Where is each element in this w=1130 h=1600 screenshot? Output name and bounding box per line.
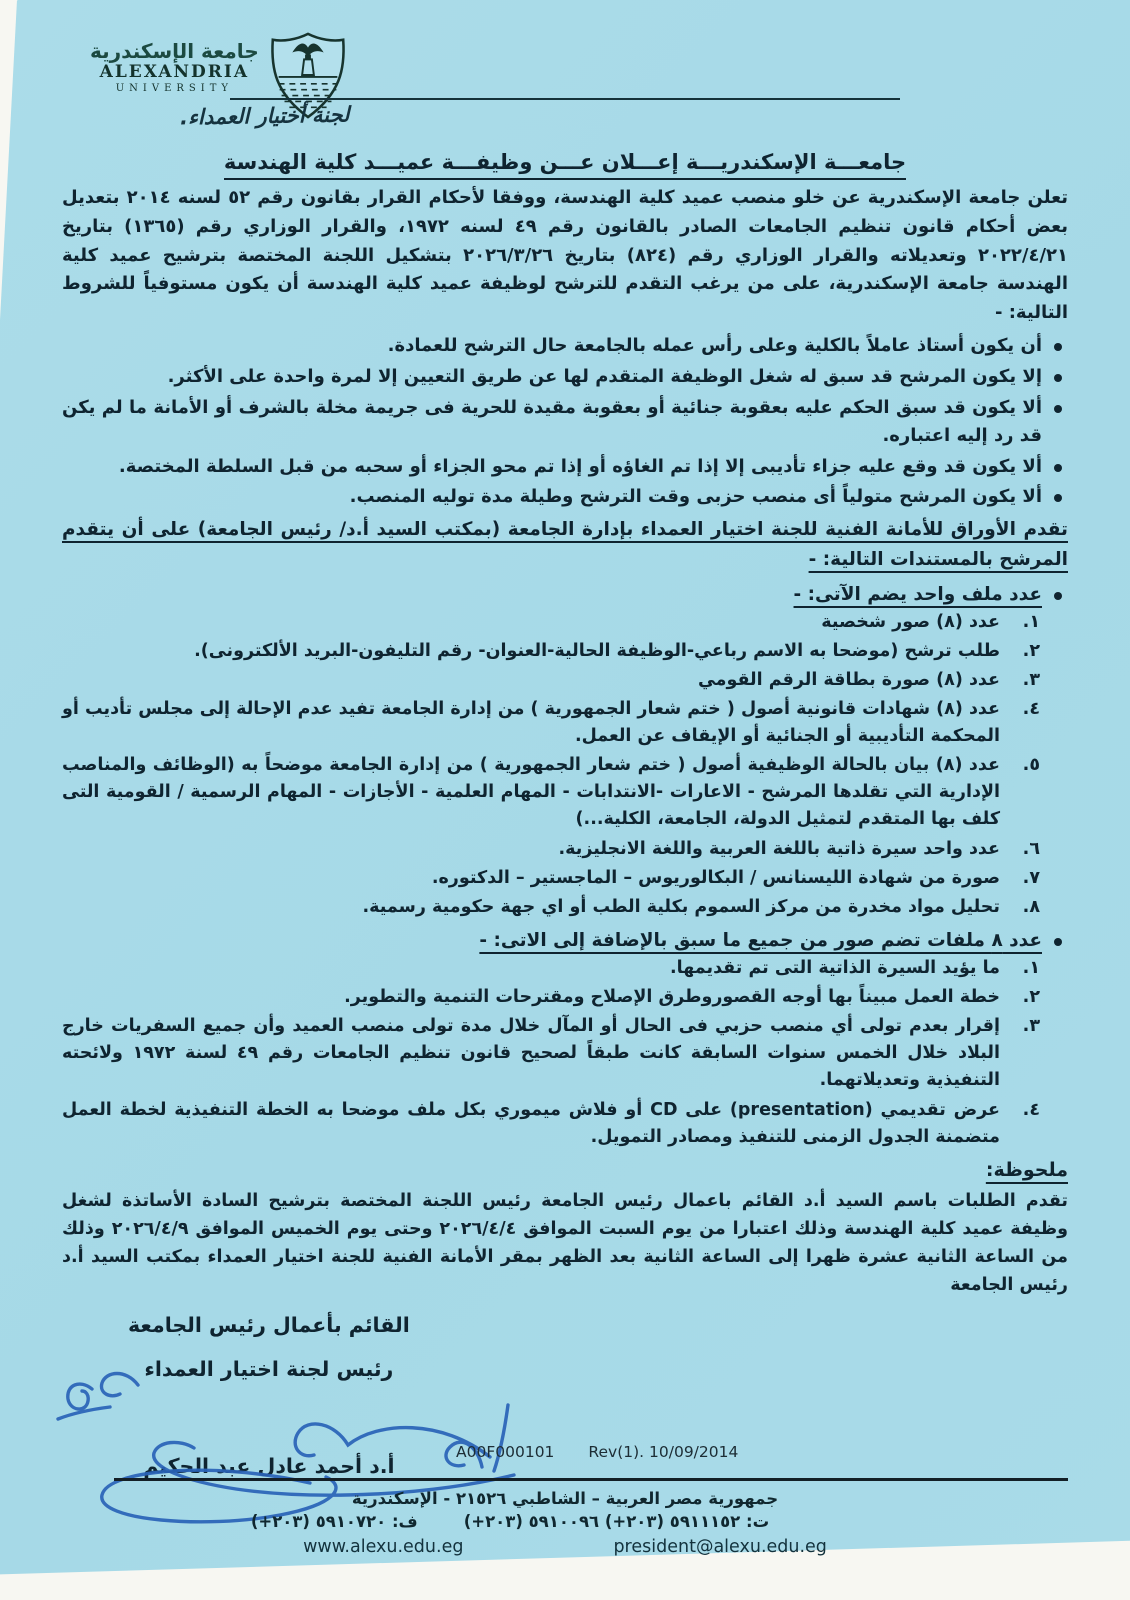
signatory-role-2: رئيس لجنة اختيار العمداء	[144, 1357, 394, 1382]
list-item: ألا يكون قد سبق الحكم عليه بعقوبة جنائية أو بعقوبة مقيدة للحرية فى جريمة مخلة بالشرف أو الأمانة ما لم يكن قد رد إليه اعتباره.	[62, 394, 1062, 450]
footer-address: جمهورية مصر العربية – الشاطبي ٢١٥٢٦ - الإسكندرية	[351, 1489, 779, 1508]
bullet-icon	[1054, 405, 1062, 413]
footer-divider	[114, 1478, 1068, 1481]
list-item: ٢. خطة العمل مبيناً بها أوجه القصوروطرق الإصلاح ومقترحات التنمية والتطوير.	[344, 987, 1040, 1008]
footer-phone: ت: ٥٩١١١٥٢ (٢٠٣+) ٥٩١٠٠٩٦ (٢٠٣+)	[463, 1512, 770, 1531]
bullet-icon	[1054, 494, 1062, 502]
page-title: جامعـــة الإسكندريـــة إعـــلان عـــن وظيفـــة عميـــد كلية الهندسة	[62, 150, 1068, 174]
list-item: ٥. عدد (٨) بيان بالحالة الوظيفية أصول ( ختم شعار الجمهورية ) من إدارة الجامعة موضحاً به (الوظائف والمناصب الإدارية التي تقلدها المرشح - الاعارات -الانتدابات - المهام العلمية - الأجازات - المهام الرسمية / القومية التى كلف بها المتقدم لتمثيل الدولة، الجامعة، الكلية...)	[62, 755, 1040, 830]
section-heading: عدد ملف واحد يضم الآتى: -	[793, 583, 1042, 605]
eight-files-items	[62, 955, 1040, 1151]
footer-links	[0, 1537, 1130, 1557]
bullet-icon	[1054, 464, 1062, 472]
footer-fax: ف: ٥٩١٠٧٢٠ (٢٠٣+)	[250, 1512, 418, 1531]
list-item: ٤. عرض تقديمي (presentation) على CD أو فلاش ميموري بكل ملف موضحا به الخطة التنفيذية لخطة العمل متضمنة الجدول الزمنى للتنفيذ ومصادر التمويل.	[62, 1099, 1040, 1147]
conditions-list	[62, 332, 1068, 511]
university-logo-text	[90, 40, 259, 95]
footer	[0, 1489, 1130, 1557]
header-divider	[230, 98, 900, 100]
list-item: ١. ما يؤيد السيرة الذاتية التى تم تقديمها.	[670, 957, 1040, 978]
list-item: ١. عدد (٨) صور شخصية	[821, 611, 1040, 632]
university-name-en: ALEXANDRIA	[99, 62, 250, 82]
note-heading: ملحوظة:	[985, 1158, 1068, 1181]
list-item: ألا يكون المرشح متولياً أى منصب حزبى وقت الترشح وطيلة مدة توليه المنصب.	[62, 483, 1062, 511]
bullet-icon	[1054, 938, 1062, 946]
footer-website: www.alexu.edu.eg	[303, 1537, 464, 1557]
submission-instructions: تقدم الأوراق للأمانة الفنية للجنة اختيار العمداء بإدارة الجامعة (بمكتب السيد أ.د/ رئيس الجامعة) على أن يتقدم المرشح بالمستندات التالية: -	[62, 519, 1068, 570]
single-file-heading-row	[62, 581, 1062, 605]
list-item: ٣. عدد (٨) صورة بطاقة الرقم القومي	[697, 669, 1040, 690]
list-item: ٦. عدد واحد سيرة ذاتية باللغة العربية واللغة الانجليزية.	[558, 838, 1040, 859]
signatory-name: أ.د أحمد عادل عبد الحكيم	[143, 1453, 395, 1478]
intro-paragraph: تعلن جامعة الإسكندرية عن خلو منصب عميد كلية الهندسة، ووفقا لأحكام القرار بقانون رقم ٥٢ لسنه ٢٠١٤ بتعديل بعض أحكام قانون تنظيم الجامعات الصادر بالقانون رقم ٤٩ لسنه ١٩٧٢، والقرار الوزاري رقم (١٣٦٥) بتاريخ ٢٠٢٢/٤/٢١ وتعديلاته والقرار الوزاري رقم (٨٢٤) بتاريخ ٢٠٢٦/٣/٢٦ بتشكيل اللجنة المختصة بترشيح عميد كلية الهندسة جامعة الإسكندرية، على من يرغب التقدم للترشح لوظيفة عميد كلية الهندسة أن يكون مستوفياً للشروط التالية: -	[62, 187, 1069, 324]
form-meta	[456, 1443, 738, 1461]
list-item: ٣. إقرار بعدم تولى أي منصب حزبي فى الحال أو المآل خلال مدة تولى منصب العميد وأن جميع السفريات خارج البلاد خلال الخمس سنوات السابقة كانت طبقاً لصحيح قانون تنظيم الجامعات رقم ٤٩ لسنة ١٩٧٢ ولائحته التنفيذية وتعديلاتهما.	[62, 1016, 1040, 1091]
signatory-role-1: القائم بأعمال رئيس الجامعة	[128, 1312, 410, 1337]
university-name-arabic: جامعة الإسكندرية	[90, 39, 259, 63]
list-item: ٧. صورة من شهادة الليسنانس / البكالوريوس – الماجستير – الدكتوره.	[431, 867, 1040, 888]
bullet-icon	[1054, 374, 1062, 382]
bullet-icon	[1054, 343, 1062, 351]
letterhead	[62, 24, 1068, 146]
list-item: ٤. عدد (٨) شهادات قانونية أصول ( ختم شعار الجمهورية ) من إدارة الجامعة تفيد عدم الإحالة إلى مجلس تأديب أو المحكمة التأديبية أو الجنائية أو الإيقاف عن العمل.	[62, 698, 1040, 747]
section-heading: عدد ٨ ملفات تضم صور من جميع ما سبق بالإضافة إلى الاتى: -	[479, 929, 1042, 951]
list-item: ٢. طلب ترشح (موضحا به الاسم رباعي-الوظيفة الحالية-العنوان- رقم التليفون-البريد الألكترونى).	[194, 640, 1040, 661]
university-name-en2: UNIVERSITY	[115, 83, 233, 95]
list-item: ألا يكون قد وقع عليه جزاء تأديبى إلا إذا تم الغاؤه أو إذا تم محو الجزاء أو سحبه من قبل السلطة المختصة.	[62, 453, 1062, 481]
form-code: A00F000101	[456, 1443, 555, 1461]
list-item: إلا يكون المرشح قد سبق له شغل الوظيفة المتقدم لها عن طريق التعيين إلا لمرة واحدة على الأكثر.	[62, 363, 1062, 391]
eight-files-heading-row	[62, 927, 1062, 951]
list-item: ٨. تحليل مواد مخدرة من مركز السموم بكلية الطب أو اي جهة حكومية رسمية.	[362, 896, 1040, 917]
footer-email: president@alexu.edu.eg	[613, 1537, 827, 1557]
list-item: أن يكون أستاذ عاملاً بالكلية وعلى رأس عمله بالجامعة حال الترشح للعمادة.	[62, 332, 1062, 360]
note-paragraph: تقدم الطلبات باسم السيد أ.د القائم باعمال رئيس الجامعة رئيس اللجنة المختصة بترشيح السادة الأساتذة لشغل وظيفة عميد كلية الهندسة وذلك اعتبارا من يوم السبت الموافق ٢٠٢٦/٤/٤ وحتى يوم الخميس الموافق ٢٠٢٦/٤/٩ وذلك من الساعة الثانية عشرة ظهرا إلى الساعة الثانية بعد الظهر بمقر الأمانة الفنية للجنة اختيار العمداء بمكتب السيد أ.د رئيس الجامعة	[62, 1190, 1068, 1295]
committee-handwritten-note: لجنة أختيار العمداء.	[179, 102, 350, 130]
single-file-items	[62, 609, 1040, 921]
form-revision: Rev(1). 10/09/2014	[588, 1443, 739, 1461]
signature-block	[128, 1313, 410, 1478]
footer-contacts	[0, 1512, 1130, 1531]
bullet-icon	[1054, 592, 1062, 600]
